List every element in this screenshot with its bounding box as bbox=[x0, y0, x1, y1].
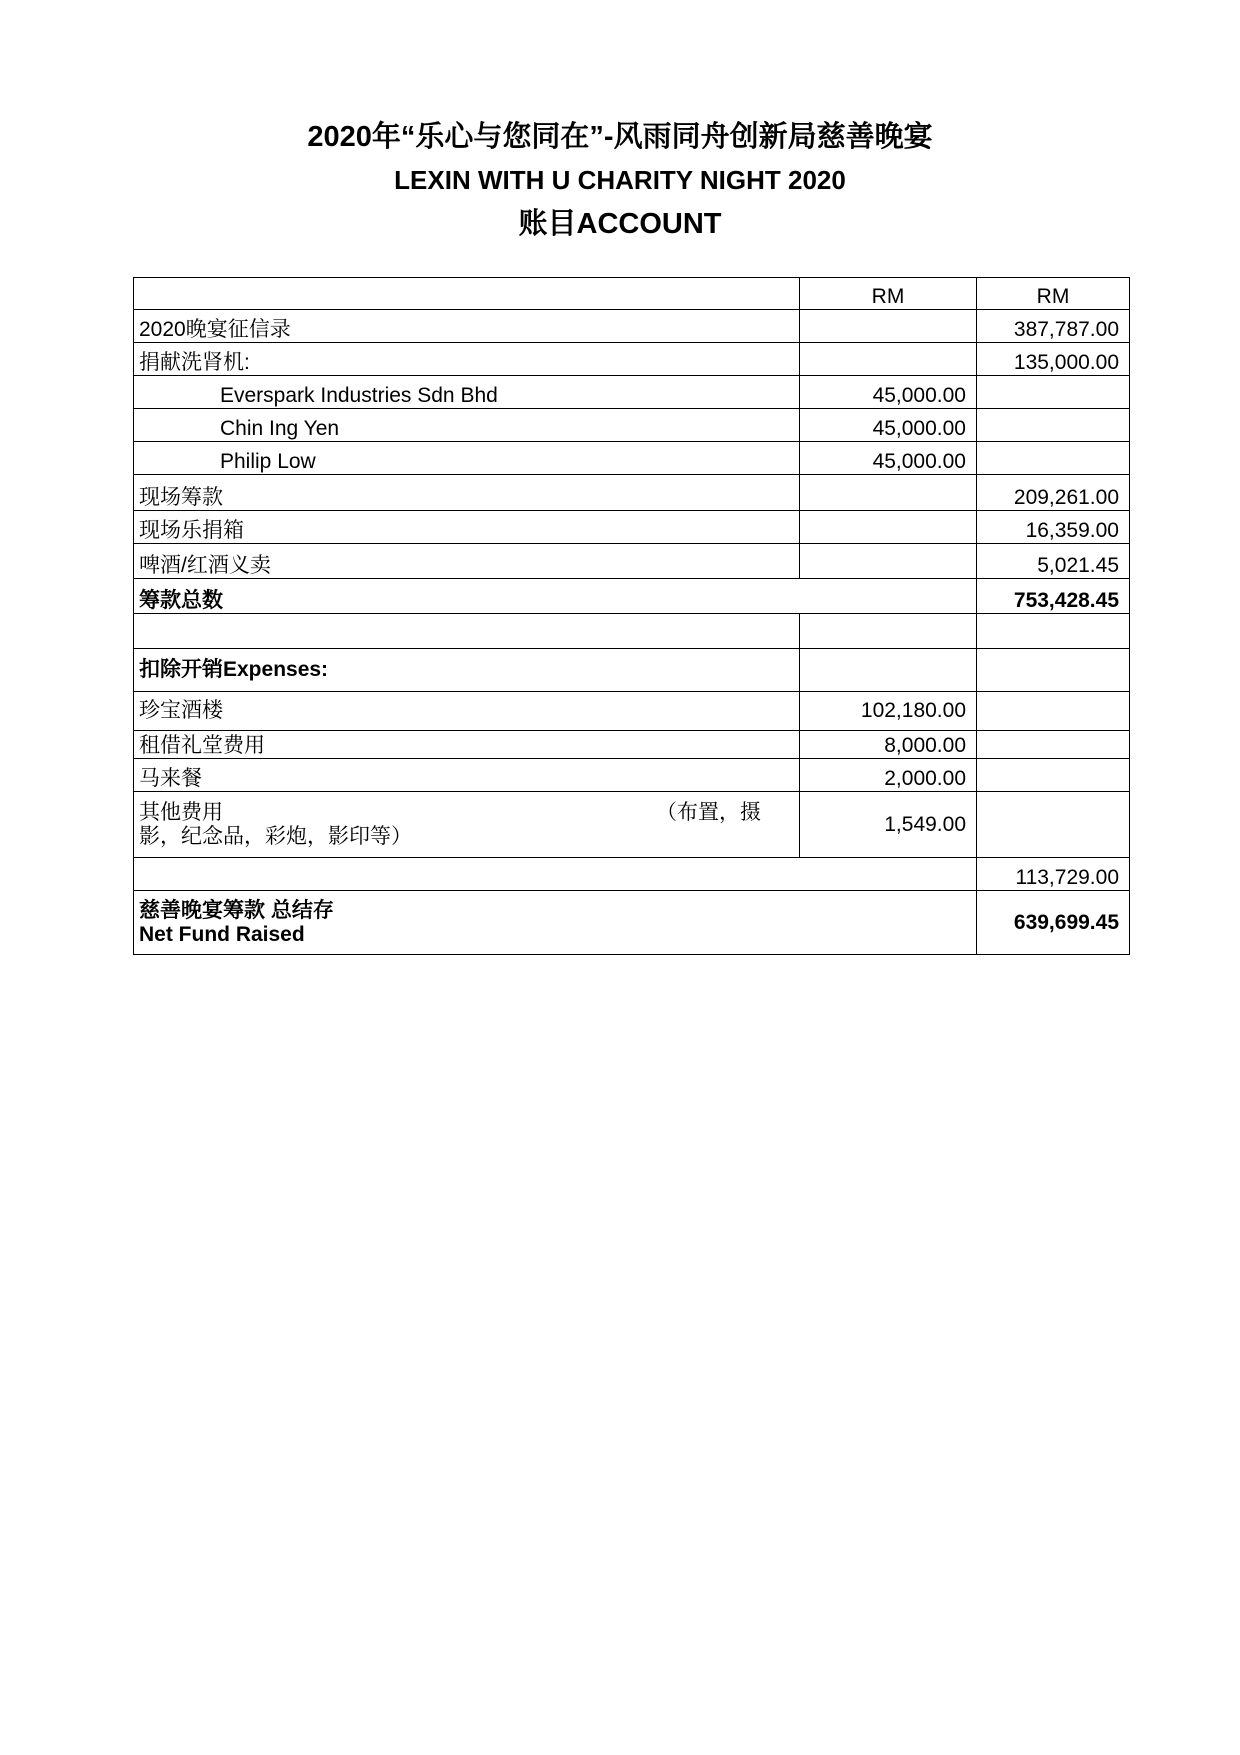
header-cell-label bbox=[134, 278, 800, 310]
row-sub-amount bbox=[800, 511, 977, 544]
row-total-amount bbox=[977, 442, 1130, 475]
expenses-total-amount: 113,729.00 bbox=[977, 858, 1130, 891]
other-expense-label-c: 影，纪念品，彩炮，影印等） bbox=[139, 824, 412, 848]
other-expense-label-a: 其他费用 bbox=[139, 800, 223, 824]
table-row bbox=[134, 442, 1130, 475]
document-header bbox=[0, 118, 1240, 244]
row-label: Philip Low bbox=[134, 442, 800, 475]
title-account: 账目ACCOUNT bbox=[518, 208, 722, 240]
table-row bbox=[134, 343, 1130, 376]
blank-cell bbox=[977, 759, 1130, 792]
blank-cell bbox=[134, 614, 800, 649]
expense-amount: 8,000.00 bbox=[800, 731, 977, 759]
header-cell-rm-sub: RM bbox=[800, 278, 977, 310]
net-fund-label bbox=[134, 891, 977, 955]
table-row bbox=[134, 731, 1130, 759]
net-fund-label-cn: 慈善晚宴筹款 总结存 bbox=[139, 898, 334, 922]
header-cell-rm-total: RM bbox=[977, 278, 1130, 310]
account-table bbox=[133, 277, 1130, 955]
table-row bbox=[134, 475, 1130, 511]
blank-cell bbox=[800, 614, 977, 649]
blank-cell bbox=[977, 649, 1130, 692]
row-label: 2020晚宴征信录 bbox=[134, 310, 800, 343]
row-label: 捐献洗肾机: bbox=[134, 343, 800, 376]
row-sub-amount bbox=[800, 544, 977, 579]
blank-cell bbox=[134, 858, 977, 891]
net-fund-label-en: Net Fund Raised bbox=[139, 922, 305, 946]
header-row bbox=[134, 278, 1130, 310]
blank-cell bbox=[977, 792, 1130, 858]
row-total-amount bbox=[977, 376, 1130, 409]
other-expense-label-b: （布置，摄 bbox=[656, 800, 761, 824]
other-expense-label bbox=[134, 792, 800, 858]
row-total-amount: 16,359.00 bbox=[977, 511, 1130, 544]
income-total-label: 筹款总数 bbox=[134, 579, 977, 614]
table-row bbox=[134, 310, 1130, 343]
table-row bbox=[134, 376, 1130, 409]
row-sub-amount: 45,000.00 bbox=[800, 442, 977, 475]
other-expense-amount: 1,549.00 bbox=[800, 792, 977, 858]
expenses-heading: 扣除开销Expenses: bbox=[134, 649, 800, 692]
expense-label: 租借礼堂费用 bbox=[134, 731, 800, 759]
blank-cell bbox=[977, 731, 1130, 759]
blank-cell bbox=[800, 649, 977, 692]
row-sub-amount: 45,000.00 bbox=[800, 376, 977, 409]
expenses-heading-row bbox=[134, 649, 1130, 692]
blank-cell bbox=[977, 614, 1130, 649]
expense-label: 马来餐 bbox=[134, 759, 800, 792]
row-label: 现场筹款 bbox=[134, 475, 800, 511]
title-english: LEXIN WITH U CHARITY NIGHT 2020 bbox=[394, 165, 846, 195]
expense-amount: 102,180.00 bbox=[800, 692, 977, 731]
table-row bbox=[134, 544, 1130, 579]
net-fund-row bbox=[134, 891, 1130, 955]
row-total-amount bbox=[977, 409, 1130, 442]
income-total-amount: 753,428.45 bbox=[977, 579, 1130, 614]
row-label: 啤酒/红酒义卖 bbox=[134, 544, 800, 579]
row-label: Everspark Industries Sdn Bhd bbox=[134, 376, 800, 409]
expense-amount: 2,000.00 bbox=[800, 759, 977, 792]
row-sub-amount bbox=[800, 475, 977, 511]
row-sub-amount bbox=[800, 343, 977, 376]
row-total-amount: 209,261.00 bbox=[977, 475, 1130, 511]
blank-cell bbox=[977, 692, 1130, 731]
row-total-amount: 387,787.00 bbox=[977, 310, 1130, 343]
table-row bbox=[134, 511, 1130, 544]
row-total-amount: 135,000.00 bbox=[977, 343, 1130, 376]
row-sub-amount bbox=[800, 310, 977, 343]
net-fund-amount: 639,699.45 bbox=[977, 891, 1130, 955]
table-row bbox=[134, 409, 1130, 442]
blank-row bbox=[134, 614, 1130, 649]
table-row bbox=[134, 692, 1130, 731]
income-total-row bbox=[134, 579, 1130, 614]
row-sub-amount: 45,000.00 bbox=[800, 409, 977, 442]
expenses-total-row bbox=[134, 858, 1130, 891]
table-row bbox=[134, 759, 1130, 792]
expense-label: 珍宝酒楼 bbox=[134, 692, 800, 731]
table-row bbox=[134, 792, 1130, 858]
row-label: Chin Ing Yen bbox=[134, 409, 800, 442]
row-total-amount: 5,021.45 bbox=[977, 544, 1130, 579]
title-chinese: 2020年“乐心与您同在”-风雨同舟创新局慈善晚宴 bbox=[307, 121, 933, 153]
row-label: 现场乐捐箱 bbox=[134, 511, 800, 544]
